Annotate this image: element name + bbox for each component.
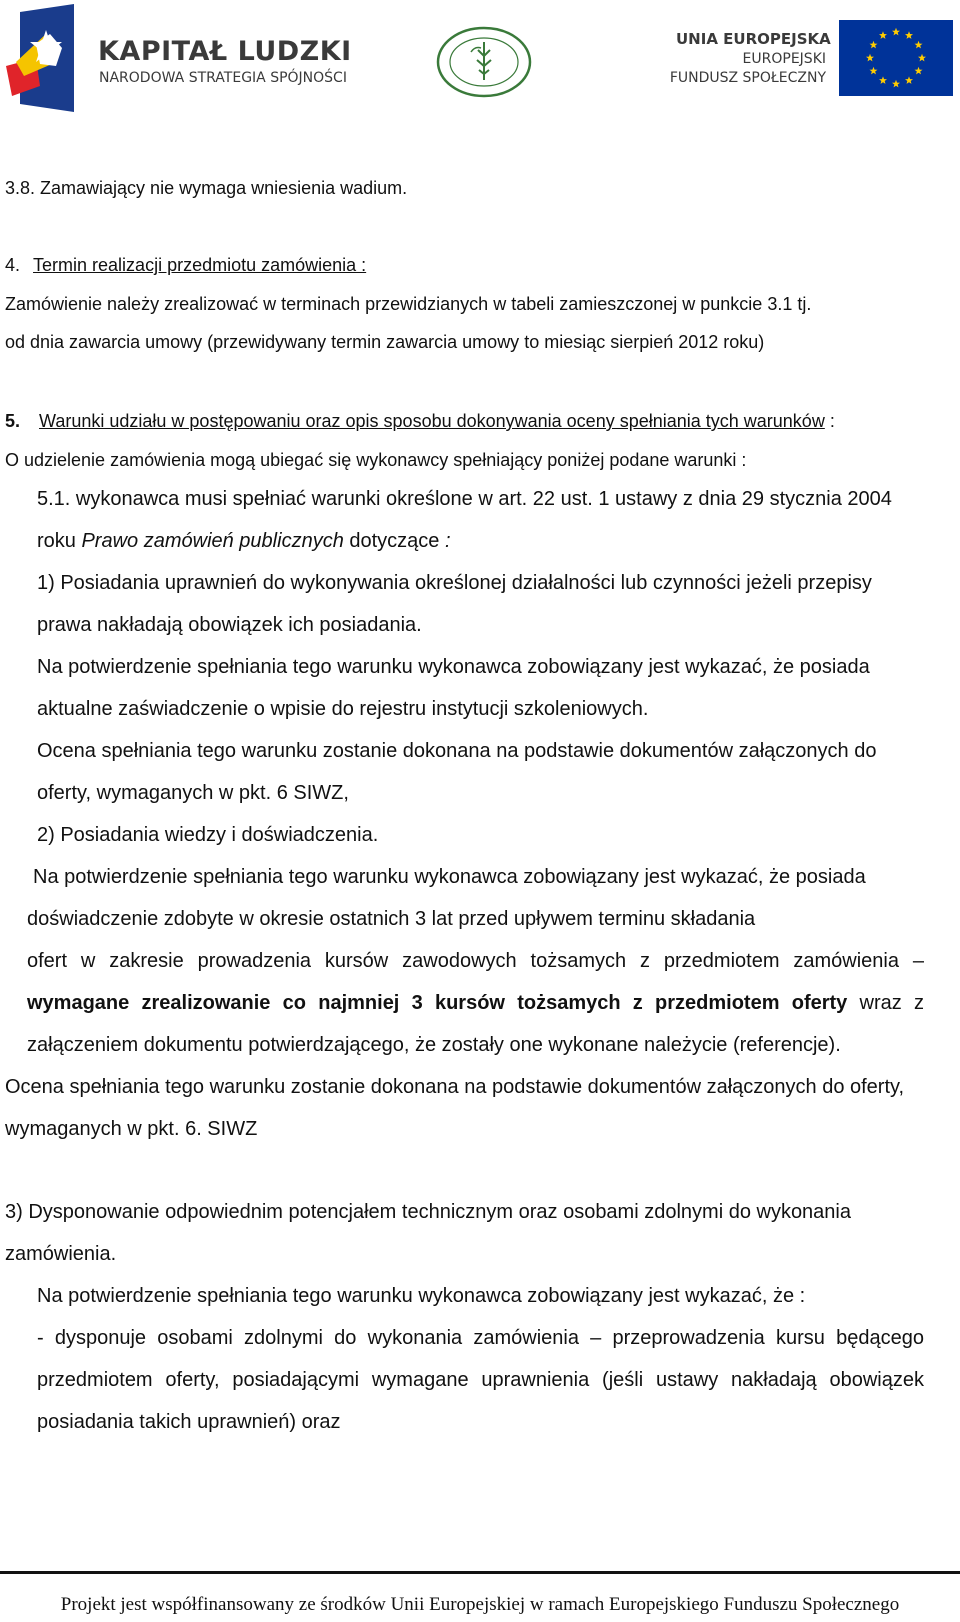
page-header	[0, 0, 960, 115]
condition-1-line-3: Na potwierdzenie spełniania tego warunku wykonawca zobowiązany jest wykazać, że posiada	[37, 656, 870, 678]
footer-text: Projekt jest współfinansowany ze środków Unii Europejskiej w ramach Europejskiego Funduszu Społecznego	[60, 1594, 900, 1615]
condition-2-line-7: Ocena spełniania tego warunku zostanie dokonana na podstawie dokumentów załączonych do oferty,	[5, 1076, 905, 1098]
condition-3-line-1: 3) Dysponowanie odpowiednim potencjałem technicznym oraz osobami zdolnymi do wykonania	[5, 1201, 851, 1223]
condition-2-line-3: doświadczenie zdobyte w okresie ostatnich 3 lat przed upływem terminu składania	[27, 908, 756, 930]
section-5-title: Warunki udziału w postępowaniu oraz opis sposobu dokonywania oceny spełniania tych warunków	[39, 411, 825, 431]
section-4-line-2: od dnia zawarcia umowy (przewidywany termin zawarcia umowy to miesiąc sierpień 2012 roku)	[5, 332, 765, 352]
section-5-colon: :	[824, 411, 835, 431]
section-4-line-1: Zamówienie należy zrealizować w terminach przewidzianych w tabeli zamieszczonej w punkcie 3.1 tj.	[5, 294, 812, 314]
condition-2-line-4: ofert w zakresie prowadzenia kursów zawodowych tożsamych z przedmiotem zamówienia –	[27, 950, 924, 972]
section-5-1-line-1: 5.1. wykonawca musi spełniać warunki określone w art. 22 ust. 1 ustawy z dnia 29 stycznia 2004	[37, 488, 892, 510]
condition-1-line-5: Ocena spełniania tego warunku zostanie dokonana na podstawie dokumentów załączonych do	[37, 740, 877, 762]
condition-2-line-5	[27, 991, 924, 1015]
condition-1-line-1: 1) Posiadania uprawnień do wykonywania określonej działalności lub czynności jeżeli przepisy	[37, 572, 872, 594]
footer-divider	[0, 1571, 960, 1574]
eu-flag-icon	[839, 20, 953, 96]
condition-2-wraz: wraz z	[847, 992, 925, 1014]
kapital-ludzki-title: KAPITAŁ LUDZKI	[98, 36, 352, 67]
section-4-title: Termin realizacji przedmiotu zamówienia :	[33, 255, 367, 275]
ue-line-3: FUNDUSZ SPOŁECZNY	[669, 70, 826, 86]
section-5-1-line-2	[37, 529, 451, 553]
condition-2-line-2: Na potwierdzenie spełniania tego warunku wykonawca zobowiązany jest wykazać, że posiada	[33, 866, 866, 888]
condition-2-line-1: 2) Posiadania wiedzy i doświadczenia.	[37, 824, 379, 846]
condition-1-line-4: aktualne zaświadczenie o wpisie do rejestru instytucji szkoleniowych.	[37, 698, 649, 720]
condition-2-line-6: załączeniem dokumentu potwierdzającego, że zostały one wykonane należycie (referencje).	[27, 1034, 841, 1056]
kapital-ludzki-subtitle: NARODOWA STRATEGIA SPÓJNOŚCI	[99, 70, 347, 86]
text-roku: roku	[37, 530, 82, 552]
condition-3-line-5: przedmiotem oferty, posiadającymi wymagane uprawnienia (jeśli ustawy nakładają obowiązek	[37, 1369, 924, 1391]
text-colon: :	[444, 530, 451, 552]
ue-line-2: EUROPEJSKI	[742, 51, 826, 67]
condition-3-line-3: Na potwierdzenie spełniania tego warunku wykonawca zobowiązany jest wykazać, że :	[37, 1285, 806, 1307]
text-dotyczace: dotyczące	[343, 530, 445, 552]
section-4-heading	[5, 253, 366, 277]
condition-1-line-2: prawa nakładają obowiązek ich posiadania.	[37, 614, 422, 636]
condition-1-line-6: oferty, wymaganych w pkt. 6 SIWZ,	[37, 782, 349, 804]
kapital-ludzki-logo-icon	[6, 4, 74, 112]
ue-line-1: UNIA EUROPEJSKA	[676, 30, 831, 48]
text-law-name: Prawo zamówień publicznych	[81, 530, 344, 552]
condition-3-line-4: - dysponuje osobami zdolnymi do wykonania zamówienia – przeprowadzenia kursu będącego	[37, 1327, 924, 1349]
paragraph-3-8: 3.8. Zamawiający nie wymaga wniesienia wadium.	[5, 178, 408, 198]
condition-2-requirement: wymagane zrealizowanie co najmniej 3 kursów tożsamych z przedmiotem oferty	[27, 992, 848, 1014]
condition-3-line-6: posiadania takich uprawnień) oraz	[37, 1411, 341, 1433]
condition-3-line-2: zamówienia.	[5, 1243, 117, 1265]
section-5-number: 5.	[5, 411, 21, 431]
powiat-sokolowski-logo-icon	[435, 24, 533, 100]
section-5-heading	[5, 409, 835, 433]
section-5-line-1: O udzielenie zamówienia mogą ubiegać się wykonawcy spełniający poniżej podane warunki :	[5, 450, 747, 470]
section-4-number: 4.	[5, 255, 21, 275]
condition-2-line-8: wymaganych w pkt. 6. SIWZ	[5, 1118, 258, 1140]
